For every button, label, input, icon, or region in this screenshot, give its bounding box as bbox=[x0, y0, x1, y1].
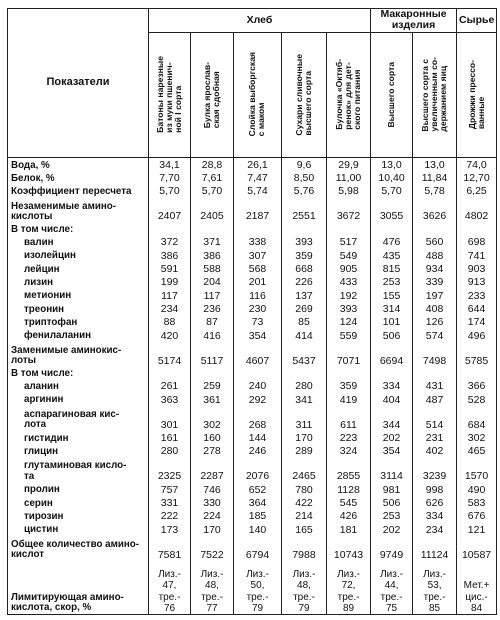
group-header-pasta: Макаронные изделия bbox=[371, 9, 457, 33]
table-cell: 981 bbox=[371, 483, 413, 496]
table-row bbox=[8, 329, 497, 342]
table-cell: 2407 bbox=[149, 198, 191, 223]
table-cell: 644 bbox=[457, 302, 497, 315]
table-cell: 126 bbox=[413, 315, 457, 328]
table-row bbox=[8, 171, 497, 184]
row-label: пролин bbox=[8, 483, 149, 496]
table-row bbox=[8, 315, 497, 328]
table-cell: 29,9 bbox=[327, 157, 371, 171]
table-cell bbox=[457, 223, 497, 235]
table-cell: Лиз.- 44, тре.- 75 bbox=[371, 561, 413, 615]
group-header-bread: Хлеб bbox=[149, 9, 371, 33]
table-cell: 160 bbox=[191, 431, 234, 444]
table-row bbox=[8, 157, 497, 171]
indicator-header: Показатели bbox=[8, 9, 149, 158]
table-row bbox=[8, 483, 497, 496]
table-row bbox=[8, 458, 497, 483]
table-cell bbox=[234, 223, 282, 235]
table-cell bbox=[149, 367, 191, 379]
table-cell: 487 bbox=[413, 393, 457, 406]
table-cell: 292 bbox=[234, 393, 282, 406]
table-cell: 3239 bbox=[413, 458, 457, 483]
table-cell: 10,40 bbox=[371, 171, 413, 184]
table-row bbox=[8, 262, 497, 275]
row-label: серин bbox=[8, 496, 149, 509]
table-cell: 668 bbox=[282, 262, 327, 275]
row-label: глицин bbox=[8, 444, 149, 457]
table-cell: 261 bbox=[149, 379, 191, 392]
table-row bbox=[8, 302, 497, 315]
table-row bbox=[8, 536, 497, 561]
table-cell: 371 bbox=[191, 235, 234, 248]
table-cell: 224 bbox=[191, 509, 234, 522]
table-row bbox=[8, 406, 497, 431]
column-header-label: Слойка выборгская с маком bbox=[247, 52, 267, 137]
row-label: В том числе: bbox=[8, 367, 149, 379]
table-cell: 6,25 bbox=[457, 184, 497, 197]
table-row bbox=[8, 393, 497, 406]
table-cell: 236 bbox=[191, 302, 234, 315]
table-cell: 233 bbox=[457, 289, 497, 302]
table-cell: 420 bbox=[149, 329, 191, 342]
table-cell: 324 bbox=[327, 444, 371, 457]
row-label: глутаминовая кисло- та bbox=[8, 458, 149, 483]
amino-acid-table bbox=[7, 8, 497, 615]
table-row bbox=[8, 249, 497, 262]
column-header bbox=[457, 32, 497, 157]
table-cell: 4607 bbox=[234, 342, 282, 367]
table-cell: 8,50 bbox=[282, 171, 327, 184]
table-row bbox=[8, 509, 497, 522]
table-cell: 419 bbox=[327, 393, 371, 406]
table-cell: 363 bbox=[149, 393, 191, 406]
table-cell bbox=[282, 367, 327, 379]
table-cell: 192 bbox=[327, 289, 371, 302]
row-label: Лимитирующая амино- кислота, скор, % bbox=[8, 561, 149, 615]
row-label: Коэффициент пересчета bbox=[8, 184, 149, 197]
table-cell: 815 bbox=[371, 262, 413, 275]
table-cell: 488 bbox=[413, 249, 457, 262]
column-header-label: Булочка «Октяб- ренок» для дет- ского питания bbox=[333, 59, 363, 131]
table-cell: 144 bbox=[234, 431, 282, 444]
table-cell bbox=[413, 223, 457, 235]
table-cell: 117 bbox=[191, 289, 234, 302]
column-header bbox=[234, 32, 282, 157]
table-cell: 253 bbox=[371, 275, 413, 288]
column-header-label: Батоны нарезные из муки пшенич- ной I сорта bbox=[154, 56, 183, 134]
table-cell: Лиз.- 50, тре.- 79 bbox=[234, 561, 282, 615]
table-row bbox=[8, 561, 497, 615]
table-cell: 414 bbox=[282, 329, 327, 342]
column-header bbox=[327, 32, 371, 157]
row-label: фенилаланин bbox=[8, 329, 149, 342]
table-cell: 204 bbox=[191, 275, 234, 288]
table-cell: 588 bbox=[191, 262, 234, 275]
table-cell: 13,0 bbox=[371, 157, 413, 171]
table-cell: 354 bbox=[234, 329, 282, 342]
table-cell: 181 bbox=[327, 523, 371, 536]
table-cell: 422 bbox=[282, 496, 327, 509]
table-cell bbox=[327, 223, 371, 235]
table-cell: 170 bbox=[282, 431, 327, 444]
table-cell: 280 bbox=[149, 444, 191, 457]
table-cell: 5,70 bbox=[149, 184, 191, 197]
table-cell: 5,78 bbox=[413, 184, 457, 197]
table-cell bbox=[371, 223, 413, 235]
table-cell: 140 bbox=[234, 523, 282, 536]
row-label: В том числе: bbox=[8, 223, 149, 235]
table-cell: 5174 bbox=[149, 342, 191, 367]
table-cell: 408 bbox=[413, 302, 457, 315]
table-cell: 280 bbox=[282, 379, 327, 392]
table-cell: 684 bbox=[457, 406, 497, 431]
table-cell: Мет.+ цис.- 84 bbox=[457, 561, 497, 615]
row-label: Общее количество амино- кислот bbox=[8, 536, 149, 561]
table-cell: 9749 bbox=[371, 536, 413, 561]
table-cell: 5437 bbox=[282, 342, 327, 367]
table-row bbox=[8, 523, 497, 536]
table-cell: 3055 bbox=[371, 198, 413, 223]
table-cell: 359 bbox=[282, 249, 327, 262]
table-cell: 1570 bbox=[457, 458, 497, 483]
table-cell: 222 bbox=[149, 509, 191, 522]
table-cell: 559 bbox=[327, 329, 371, 342]
table-cell: 435 bbox=[371, 249, 413, 262]
table-cell: 913 bbox=[457, 275, 497, 288]
table-cell: 259 bbox=[191, 379, 234, 392]
table-cell: 331 bbox=[149, 496, 191, 509]
column-header bbox=[282, 32, 327, 157]
table-cell bbox=[371, 367, 413, 379]
table-cell: 137 bbox=[282, 289, 327, 302]
table-row bbox=[8, 444, 497, 457]
table-cell: 5,70 bbox=[371, 184, 413, 197]
table-cell: 757 bbox=[149, 483, 191, 496]
table-cell: 9,6 bbox=[282, 157, 327, 171]
table-cell: 197 bbox=[413, 289, 457, 302]
table-cell: 476 bbox=[371, 235, 413, 248]
table-cell: 121 bbox=[457, 523, 497, 536]
row-label: цистин bbox=[8, 523, 149, 536]
table-cell: 676 bbox=[457, 509, 497, 522]
table-cell: 517 bbox=[327, 235, 371, 248]
table-cell: 341 bbox=[282, 393, 327, 406]
table-cell: 903 bbox=[457, 262, 497, 275]
table-cell: 226 bbox=[282, 275, 327, 288]
table-cell: 11,84 bbox=[413, 171, 457, 184]
table-cell: 334 bbox=[413, 509, 457, 522]
column-header-label: Булка ярослав- ская сдобная bbox=[201, 61, 221, 128]
table-cell: 426 bbox=[327, 509, 371, 522]
table-cell: 289 bbox=[282, 444, 327, 457]
table-cell: 2855 bbox=[327, 458, 371, 483]
table-cell: 253 bbox=[371, 509, 413, 522]
table-row bbox=[8, 289, 497, 302]
table-cell: 269 bbox=[282, 302, 327, 315]
table-cell: 905 bbox=[327, 262, 371, 275]
row-label: аспарагиновая кис- лота bbox=[8, 406, 149, 431]
row-label: тирозин bbox=[8, 509, 149, 522]
table-cell: 330 bbox=[191, 496, 234, 509]
table-cell: 3114 bbox=[371, 458, 413, 483]
table-row bbox=[8, 342, 497, 367]
column-header-label: Дрожжи прессо- ванные bbox=[466, 60, 486, 130]
table-cell: 339 bbox=[413, 275, 457, 288]
table-cell: 393 bbox=[327, 302, 371, 315]
row-label: лизин bbox=[8, 275, 149, 288]
table-cell: 545 bbox=[327, 496, 371, 509]
table-cell: 314 bbox=[371, 302, 413, 315]
table-cell: 26,1 bbox=[234, 157, 282, 171]
table-cell: 34,1 bbox=[149, 157, 191, 171]
table-cell: 386 bbox=[191, 249, 234, 262]
table-cell: 2551 bbox=[282, 198, 327, 223]
table-cell: 174 bbox=[457, 315, 497, 328]
column-header bbox=[191, 32, 234, 157]
table-cell: 1128 bbox=[327, 483, 371, 496]
table-cell: 934 bbox=[413, 262, 457, 275]
table-cell: 560 bbox=[413, 235, 457, 248]
table-cell: 6694 bbox=[371, 342, 413, 367]
table-cell: 11124 bbox=[413, 536, 457, 561]
table-cell: Лиз.- 48, тре.- 77 bbox=[191, 561, 234, 615]
table-cell: 591 bbox=[149, 262, 191, 275]
table-cell: 10587 bbox=[457, 536, 497, 561]
table-cell: 5,98 bbox=[327, 184, 371, 197]
table-cell: 490 bbox=[457, 483, 497, 496]
table-cell: 155 bbox=[371, 289, 413, 302]
table-cell: 496 bbox=[457, 329, 497, 342]
table-cell: 2287 bbox=[191, 458, 234, 483]
table-cell: 741 bbox=[457, 249, 497, 262]
table-cell bbox=[234, 367, 282, 379]
table-cell bbox=[149, 223, 191, 235]
table-cell: 214 bbox=[282, 509, 327, 522]
row-label: триптофан bbox=[8, 315, 149, 328]
table-row bbox=[8, 431, 497, 444]
table-cell: 302 bbox=[191, 406, 234, 431]
table-header bbox=[8, 9, 497, 158]
table-cell: 359 bbox=[327, 379, 371, 392]
table-cell: 652 bbox=[234, 483, 282, 496]
row-label: Незаменимые амино- кислоты bbox=[8, 198, 149, 223]
table-cell: 354 bbox=[371, 444, 413, 457]
table-cell: Лиз.- 48, тре.- 79 bbox=[282, 561, 327, 615]
row-label: аргинин bbox=[8, 393, 149, 406]
table-cell bbox=[457, 367, 497, 379]
table-cell: 74,0 bbox=[457, 157, 497, 171]
table-cell: 626 bbox=[413, 496, 457, 509]
table-cell bbox=[282, 223, 327, 235]
table-cell: 302 bbox=[457, 431, 497, 444]
column-header bbox=[149, 32, 191, 157]
table-cell: 5,74 bbox=[234, 184, 282, 197]
table-cell: 393 bbox=[282, 235, 327, 248]
table-cell: 246 bbox=[234, 444, 282, 457]
table-cell: 366 bbox=[457, 379, 497, 392]
table-cell: 334 bbox=[371, 379, 413, 392]
row-label: валин bbox=[8, 235, 149, 248]
table-cell: 278 bbox=[191, 444, 234, 457]
row-label: треонин bbox=[8, 302, 149, 315]
table-cell: 998 bbox=[413, 483, 457, 496]
table-cell: Лиз.- 72, тре.- 89 bbox=[327, 561, 371, 615]
table-cell: 223 bbox=[327, 431, 371, 444]
table-cell: 431 bbox=[413, 379, 457, 392]
table-cell: 506 bbox=[371, 329, 413, 342]
table-row bbox=[8, 198, 497, 223]
column-header-label: Сухари сливочные высшего сорта bbox=[293, 53, 313, 136]
table-row bbox=[8, 235, 497, 248]
row-label: Заменимые аминокис- лоты bbox=[8, 342, 149, 367]
row-label: лейцин bbox=[8, 262, 149, 275]
table-cell: 28,8 bbox=[191, 157, 234, 171]
column-header-label: Высшего сорта bbox=[386, 61, 397, 128]
table-cell: 583 bbox=[457, 496, 497, 509]
column-header bbox=[371, 32, 413, 157]
table-cell: 88 bbox=[149, 315, 191, 328]
table-cell: 202 bbox=[371, 431, 413, 444]
table-cell: 7988 bbox=[282, 536, 327, 561]
table-body bbox=[8, 157, 497, 614]
table-cell: 433 bbox=[327, 275, 371, 288]
table-cell: 161 bbox=[149, 431, 191, 444]
table-cell: 268 bbox=[234, 406, 282, 431]
table-cell: 574 bbox=[413, 329, 457, 342]
table-cell: 402 bbox=[413, 444, 457, 457]
table-cell: 311 bbox=[282, 406, 327, 431]
table-row bbox=[8, 379, 497, 392]
table-cell bbox=[413, 367, 457, 379]
table-cell: 240 bbox=[234, 379, 282, 392]
table-cell bbox=[327, 367, 371, 379]
table-cell: 165 bbox=[282, 523, 327, 536]
table-cell: 201 bbox=[234, 275, 282, 288]
nutrition-table-page bbox=[7, 8, 496, 615]
table-cell: 230 bbox=[234, 302, 282, 315]
table-cell: 6794 bbox=[234, 536, 282, 561]
table-cell: 7,70 bbox=[149, 171, 191, 184]
table-cell bbox=[191, 367, 234, 379]
table-cell: 73 bbox=[234, 315, 282, 328]
column-header-label: Высшего сорта с увеличенным со- держанием яиц bbox=[420, 57, 449, 132]
table-cell: 2465 bbox=[282, 458, 327, 483]
table-cell: 698 bbox=[457, 235, 497, 248]
table-cell: 5,76 bbox=[282, 184, 327, 197]
table-cell: 5785 bbox=[457, 342, 497, 367]
table-cell: 307 bbox=[234, 249, 282, 262]
table-cell: 3672 bbox=[327, 198, 371, 223]
table-cell: 173 bbox=[149, 523, 191, 536]
table-row bbox=[8, 367, 497, 379]
table-cell: 202 bbox=[371, 523, 413, 536]
table-cell: 5,70 bbox=[191, 184, 234, 197]
table-cell: 10743 bbox=[327, 536, 371, 561]
table-cell: 185 bbox=[234, 509, 282, 522]
table-cell: 11,00 bbox=[327, 171, 371, 184]
group-header-raw: Сырье bbox=[457, 9, 497, 33]
table-cell: 2325 bbox=[149, 458, 191, 483]
table-cell: 85 bbox=[282, 315, 327, 328]
table-cell bbox=[191, 223, 234, 235]
table-cell: 746 bbox=[191, 483, 234, 496]
row-label: аланин bbox=[8, 379, 149, 392]
table-cell: 372 bbox=[149, 235, 191, 248]
table-cell: 101 bbox=[371, 315, 413, 328]
table-row bbox=[8, 223, 497, 235]
table-cell: 234 bbox=[149, 302, 191, 315]
table-cell: 514 bbox=[413, 406, 457, 431]
table-cell: 124 bbox=[327, 315, 371, 328]
table-cell: 4802 bbox=[457, 198, 497, 223]
table-cell: 7581 bbox=[149, 536, 191, 561]
row-label: метионин bbox=[8, 289, 149, 302]
table-cell: 2405 bbox=[191, 198, 234, 223]
table-cell: 2076 bbox=[234, 458, 282, 483]
table-cell: 7,61 bbox=[191, 171, 234, 184]
table-cell: 386 bbox=[149, 249, 191, 262]
table-cell: 3626 bbox=[413, 198, 457, 223]
table-row bbox=[8, 496, 497, 509]
table-cell: 7071 bbox=[327, 342, 371, 367]
table-cell: 364 bbox=[234, 496, 282, 509]
table-cell: 568 bbox=[234, 262, 282, 275]
table-cell: Лиз.- 53, тре.- 85 bbox=[413, 561, 457, 615]
table-cell: 528 bbox=[457, 393, 497, 406]
table-cell: 7,47 bbox=[234, 171, 282, 184]
table-cell: 549 bbox=[327, 249, 371, 262]
table-cell: 234 bbox=[413, 523, 457, 536]
row-label: гистидин bbox=[8, 431, 149, 444]
table-cell: 361 bbox=[191, 393, 234, 406]
row-label: Вода, % bbox=[8, 157, 149, 171]
table-cell: 199 bbox=[149, 275, 191, 288]
table-cell: 506 bbox=[371, 496, 413, 509]
table-cell: 2187 bbox=[234, 198, 282, 223]
table-cell: 12,70 bbox=[457, 171, 497, 184]
table-cell: 13,0 bbox=[413, 157, 457, 171]
table-cell: 780 bbox=[282, 483, 327, 496]
table-cell: Лиз.- 47, тре.- 76 bbox=[149, 561, 191, 615]
table-cell: 7522 bbox=[191, 536, 234, 561]
table-cell: 404 bbox=[371, 393, 413, 406]
table-cell: 465 bbox=[457, 444, 497, 457]
row-label: изолейцин bbox=[8, 249, 149, 262]
table-cell: 170 bbox=[191, 523, 234, 536]
table-cell: 338 bbox=[234, 235, 282, 248]
table-cell: 87 bbox=[191, 315, 234, 328]
table-cell: 7498 bbox=[413, 342, 457, 367]
row-label: Белок, % bbox=[8, 171, 149, 184]
table-cell: 117 bbox=[149, 289, 191, 302]
table-row bbox=[8, 184, 497, 197]
table-cell: 301 bbox=[149, 406, 191, 431]
table-cell: 5117 bbox=[191, 342, 234, 367]
table-cell: 416 bbox=[191, 329, 234, 342]
table-cell: 116 bbox=[234, 289, 282, 302]
table-cell: 231 bbox=[413, 431, 457, 444]
column-header bbox=[413, 32, 457, 157]
table-cell: 611 bbox=[327, 406, 371, 431]
table-row bbox=[8, 275, 497, 288]
table-cell: 344 bbox=[371, 406, 413, 431]
